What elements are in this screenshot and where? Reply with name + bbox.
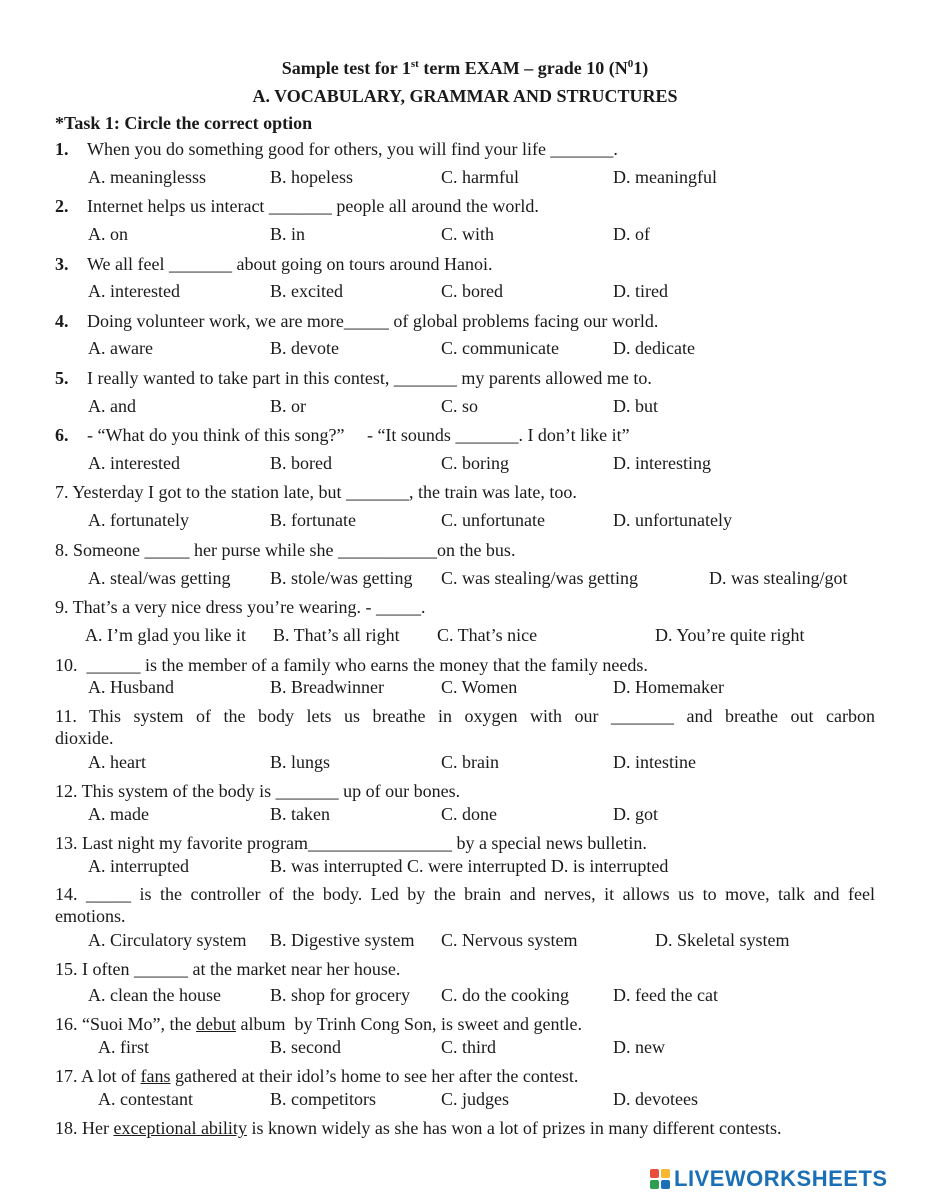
question-text: When you do something good for others, you will find your life _______. <box>87 139 618 159</box>
question-10: 10. ______ is the member of a family who earns the money that the family needs. <box>55 655 648 675</box>
title-text: Sample test for 1 <box>281 58 411 78</box>
option-a[interactable]: A. Circulatory system <box>88 930 247 950</box>
question-13: 13. Last night my favorite program________________ by a special news bulletin. <box>55 833 647 853</box>
option-c[interactable]: C. was stealing/was getting <box>441 568 638 588</box>
question-text: 18. Her <box>55 1118 114 1138</box>
option-c[interactable]: C. do the cooking <box>441 985 569 1005</box>
option-b[interactable]: B. bored <box>270 453 332 473</box>
question-11-continuation: dioxide. <box>55 728 114 748</box>
question-number: 3. <box>55 254 69 274</box>
underlined-word: exceptional ability <box>113 1118 247 1138</box>
option-b[interactable]: B. hopeless <box>270 167 353 187</box>
option-d[interactable]: D. of <box>613 224 650 244</box>
option-b[interactable]: B. in <box>270 224 306 244</box>
question-number: 5. <box>55 368 69 388</box>
question-text: I really wanted to take part in this contest, _______ my parents allowed me to. <box>87 368 652 388</box>
question-text: - “What do you think of this song?” - “It sounds _______. I don’t like it” <box>87 425 630 445</box>
task-heading: *Task 1: Circle the correct option <box>55 113 313 133</box>
option-d[interactable]: D. devotees <box>613 1089 698 1109</box>
option-b[interactable]: B. or <box>270 396 306 416</box>
option-c[interactable]: C. communicate <box>441 338 559 358</box>
option-d[interactable]: D. meaningful <box>613 167 717 187</box>
option-c[interactable]: C. third <box>441 1037 497 1057</box>
logo-text: LIVEWORKSHEETS <box>674 1166 888 1191</box>
question-14: 14. _____ is the controller of the body. Led by the brain and nerves, it allows us to move, talk and feel <box>55 884 875 904</box>
question-text: Doing volunteer work, we are more_____ of global problems facing our world. <box>87 311 659 331</box>
question-text: We all feel _______ about going on tours around Hanoi. <box>87 254 493 274</box>
option-b[interactable]: B. stole/was getting <box>270 568 413 588</box>
question-15: 15. I often ______ at the market near her house. <box>55 959 401 979</box>
question-7: 7. Yesterday I got to the station late, but _______, the train was late, too. <box>55 482 577 502</box>
option-d[interactable]: D. You’re quite right <box>655 625 805 645</box>
option-a[interactable]: A. on <box>88 224 128 244</box>
question-4 <box>55 310 875 332</box>
option-b[interactable]: B. lungs <box>270 752 331 772</box>
option-a[interactable]: A. steal/was getting <box>88 568 231 588</box>
question-18 <box>55 1117 875 1139</box>
option-b[interactable]: B. fortunate <box>270 510 356 530</box>
option-a[interactable]: A. first <box>98 1037 149 1057</box>
option-d[interactable]: D. new <box>613 1037 665 1057</box>
option-c[interactable]: C. with <box>441 224 495 244</box>
option-d[interactable]: D. got <box>613 804 658 824</box>
option-a[interactable]: A. made <box>88 804 149 824</box>
option-a[interactable]: A. Husband <box>88 677 174 697</box>
option-d[interactable]: D. intestine <box>613 752 696 772</box>
title-text-rest: term EXAM – grade 10 (N <box>418 58 628 78</box>
option-d[interactable]: D. was stealing/got <box>709 568 848 588</box>
title-superscript-2: 0 <box>627 58 634 70</box>
option-b[interactable]: B. Digestive system <box>270 930 415 950</box>
option-a[interactable]: A. interested <box>88 453 180 473</box>
option-b[interactable]: B. was interrupted C. were interrupted D. is interrupted <box>270 856 669 876</box>
option-a[interactable]: A. heart <box>88 752 146 772</box>
question-3 <box>55 253 875 275</box>
option-a[interactable]: A. interested <box>88 281 180 301</box>
option-c[interactable]: C. brain <box>441 752 499 772</box>
option-a[interactable]: A. contestant <box>98 1089 193 1109</box>
question-text-rest: is known widely as she has won a lot of prizes in many different contests. <box>246 1118 782 1138</box>
question-2 <box>55 195 875 217</box>
option-a[interactable]: A. and <box>88 396 136 416</box>
option-d[interactable]: D. dedicate <box>613 338 695 358</box>
liveworksheets-logo <box>650 1166 888 1192</box>
underlined-word: fans <box>140 1066 171 1086</box>
logo-icon <box>650 1169 670 1189</box>
option-a[interactable]: A. interrupted <box>88 856 189 876</box>
option-b[interactable]: B. That’s all right <box>273 625 400 645</box>
option-c[interactable]: C. Women <box>441 677 518 697</box>
option-c[interactable]: C. boring <box>441 453 510 473</box>
option-d[interactable]: D. Homemaker <box>613 677 724 697</box>
option-c[interactable]: C. done <box>441 804 497 824</box>
option-d[interactable]: D. unfortunately <box>613 510 732 530</box>
option-d[interactable]: D. Skeletal system <box>655 930 790 950</box>
question-17 <box>55 1065 875 1087</box>
question-1 <box>55 138 875 160</box>
option-b[interactable]: B. Breadwinner <box>270 677 384 697</box>
page-title <box>0 58 930 79</box>
question-12: 12. This system of the body is _______ up of our bones. <box>55 781 461 801</box>
option-c[interactable]: C. unfortunate <box>441 510 545 530</box>
underlined-word: debut <box>196 1014 236 1034</box>
option-b[interactable]: B. shop for grocery <box>270 985 410 1005</box>
option-b[interactable]: B. competitors <box>270 1089 376 1109</box>
option-d[interactable]: D. tired <box>613 281 668 301</box>
question-5 <box>55 367 875 389</box>
question-text-rest: album by Trinh Cong Son, is sweet and gentle. <box>236 1014 582 1034</box>
question-16 <box>55 1013 875 1035</box>
option-a[interactable]: A. I’m glad you like it <box>85 625 246 645</box>
question-text: Internet helps us interact _______ people all around the world. <box>87 196 539 216</box>
question-number: 1. <box>55 139 69 159</box>
title-superscript: st <box>410 58 419 70</box>
option-c[interactable]: C. bored <box>441 281 503 301</box>
question-text: 17. A lot of <box>55 1066 141 1086</box>
question-text-rest: gathered at their idol’s home to see her after the contest. <box>170 1066 579 1086</box>
option-d[interactable]: D. interesting <box>613 453 711 473</box>
question-11: 11. This system of the body lets us breathe in oxygen with our _______ and breathe out carbon <box>55 706 875 726</box>
section-heading: A. VOCABULARY, GRAMMAR AND STRUCTURES <box>252 86 678 106</box>
option-b[interactable]: B. devote <box>270 338 339 358</box>
question-number: 4. <box>55 311 69 331</box>
question-9: 9. That’s a very nice dress you’re wearing. - _____. <box>55 597 426 617</box>
option-d[interactable]: D. feed the cat <box>613 985 718 1005</box>
option-c[interactable]: C. harmful <box>441 167 519 187</box>
option-b[interactable]: B. second <box>270 1037 341 1057</box>
question-8: 8. Someone _____ her purse while she ___________on the bus. <box>55 540 516 560</box>
option-c[interactable]: C. so <box>441 396 479 416</box>
option-a[interactable]: A. meaninglesss <box>88 167 206 187</box>
title-text-end: 1) <box>633 58 649 78</box>
question-text: 16. “Suoi Mo”, the <box>55 1014 196 1034</box>
option-c[interactable]: C. That’s nice <box>437 625 538 645</box>
option-c[interactable]: C. judges <box>441 1089 510 1109</box>
option-b[interactable]: B. taken <box>270 804 330 824</box>
option-b[interactable]: B. excited <box>270 281 343 301</box>
option-d[interactable]: D. but <box>613 396 658 416</box>
question-6 <box>55 424 875 446</box>
question-number: 2. <box>55 196 69 216</box>
option-a[interactable]: A. fortunately <box>88 510 189 530</box>
question-number: 6. <box>55 425 69 445</box>
option-a[interactable]: A. clean the house <box>88 985 221 1005</box>
option-c[interactable]: C. Nervous system <box>441 930 578 950</box>
option-a[interactable]: A. aware <box>88 338 153 358</box>
question-14-continuation: emotions. <box>55 906 126 926</box>
